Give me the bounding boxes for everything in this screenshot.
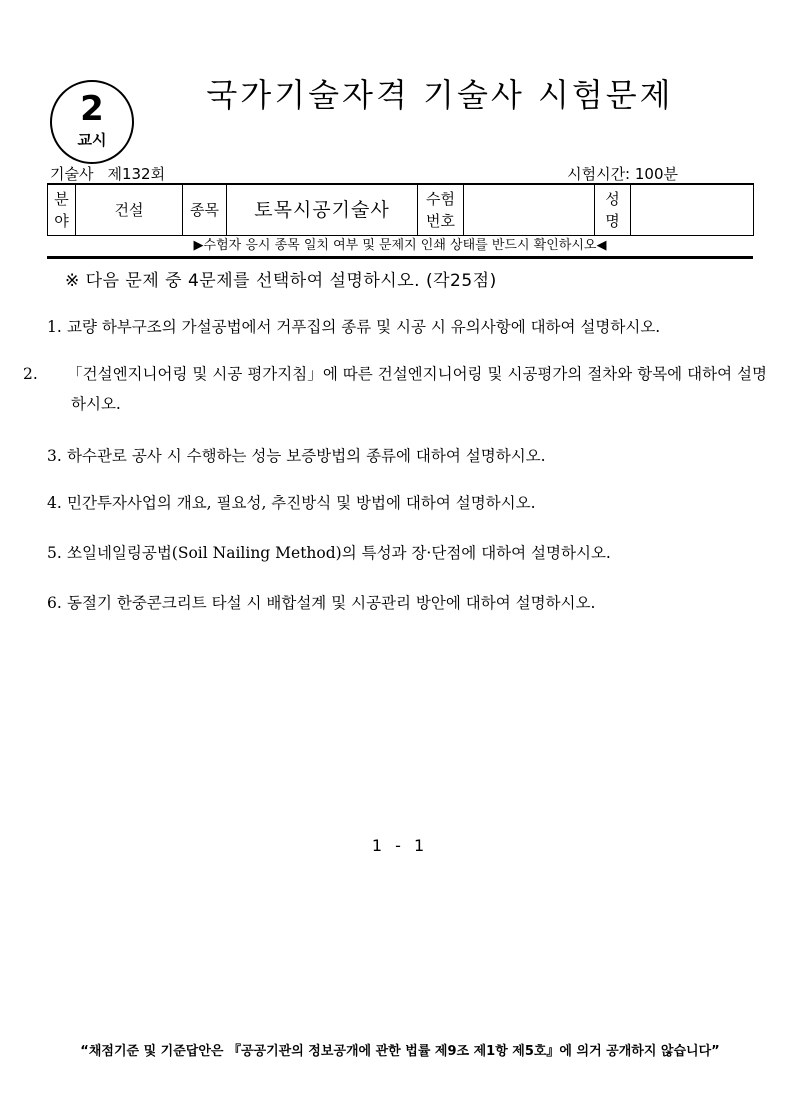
exam-number-field[interactable] [464,184,595,236]
session-number: 2 [80,89,104,129]
candidate-info-table [47,183,754,236]
question-text: 민간투자사업의 개요, 필요성, 추진방식 및 방법에 대하여 설명하시오. [67,494,536,512]
field-label: 분 야 [48,184,76,236]
question-number: 6. [47,594,62,612]
exam-info [50,163,165,184]
question-item [47,588,767,638]
exam-category: 기술사 [50,165,94,183]
question-number: 1. [47,318,62,336]
question-text: 하수관로 공사 시 수행하는 성능 보증방법의 종류에 대하여 설명하시오. [67,447,546,465]
notice-bar: ▶수험자 응시 종목 일치 여부 및 문제지 인쇄 상태를 반드시 확인하시오◀ [47,236,753,259]
instruction: ※ 다음 문제 중 4문제를 선택하여 설명하시오. (각25점) [65,271,497,291]
field-value: 건설 [76,184,183,236]
question-number: 4. [47,494,62,512]
page-number: 1 - 1 [371,836,429,855]
question-item [47,488,767,538]
name-field[interactable] [631,184,754,236]
session-label: 교시 [77,131,107,149]
question-text: 쏘일네일링공법(Soil Nailing Method)의 특성과 장·단점에 대하여 설명하시오. [67,544,611,562]
exam-time: 시험시간: 100분 [567,165,678,183]
question-number: 3. [47,447,62,465]
question-item [47,441,767,488]
question-text: 동절기 한중콘크리트 타설 시 배합설계 및 시공관리 방안에 대하여 설명하시오. [67,594,596,612]
exam-number-label: 수험 번호 [418,184,464,236]
footer-disclaimer: “채점기준 및 기준답안은 『공공기관의 정보공개에 관한 법률 제9조 제1항 제5호』에 의거 공개하지 않습니다” [80,1044,720,1059]
question-text: 「건설엔지니어링 및 시공 평가지침」에 따른 건설엔지니어링 및 시공평가의 절차와 항목에 대하여 설명하시오. [67,365,767,413]
page-title: 국가기술자격 기술사 시험문제 [206,76,674,114]
question-item [47,312,767,359]
question-item [47,538,767,588]
question-list [23,312,767,638]
question-number: 5. [47,544,62,562]
question-text: 교량 하부구조의 가설공법에서 거푸집의 종류 및 시공 시 유의사항에 대하여 설명하시오. [67,318,661,336]
session-badge [50,80,134,164]
subject-label: 종목 [183,184,227,236]
subject-value: 토목시공기술사 [227,184,418,236]
question-number: 2. [23,365,38,383]
exam-round: 제132회 [107,165,166,183]
name-label: 성 명 [595,184,631,236]
question-item [23,359,767,441]
